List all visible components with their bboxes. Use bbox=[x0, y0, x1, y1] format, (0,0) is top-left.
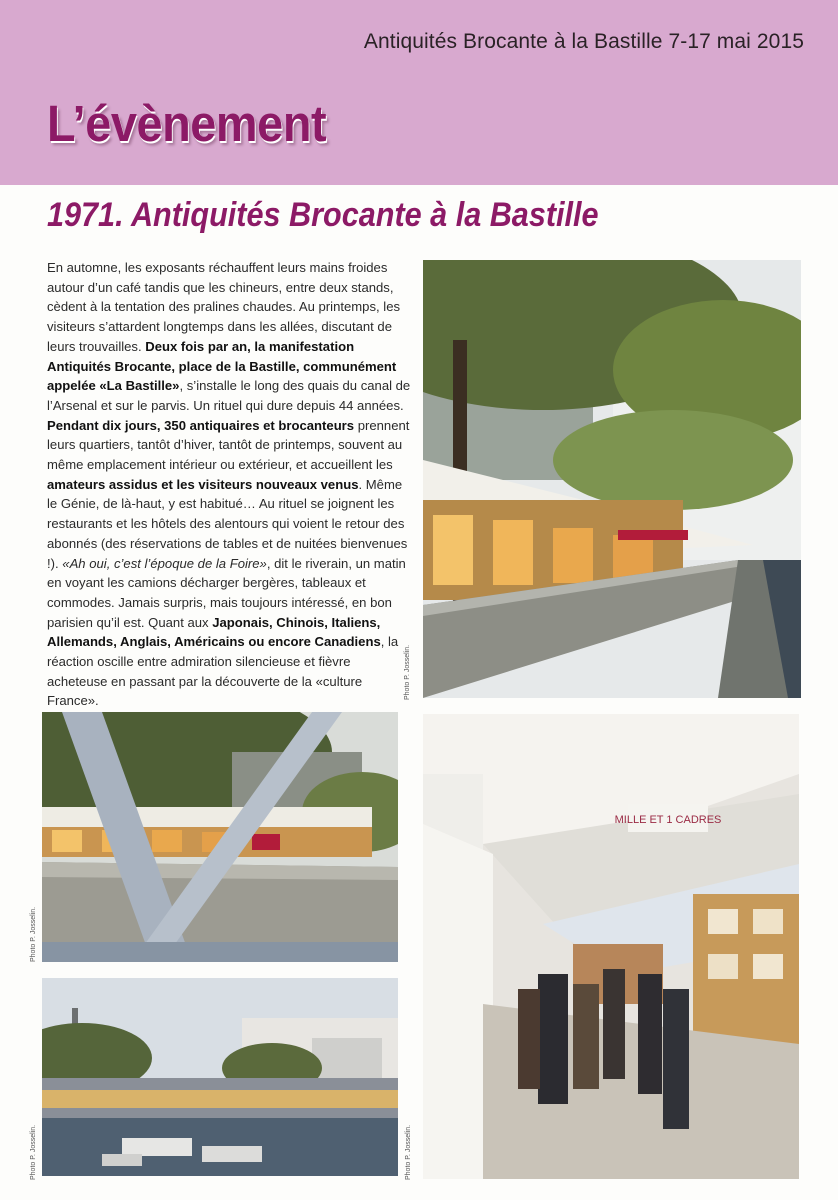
article-italic-run: «Ah oui, c’est l’époque de la Foire» bbox=[62, 555, 267, 571]
photo-metal-bridge bbox=[42, 712, 398, 962]
event-title: Antiquités Brocante à la Bastille 7-17 mai 2015 bbox=[363, 30, 804, 53]
tent-sign-text: MILLE ET 1 CADRES bbox=[614, 814, 722, 826]
article-text-run: , dit le riverain, un matin en voyant les camions décharger bergères, tableaux et commodes. Jamais surpris, mais toujours intéressé, en bon parisien qu’il est. Quant aux bbox=[47, 555, 406, 630]
article-paragraph bbox=[47, 258, 412, 711]
opera-quay-illustration bbox=[42, 978, 398, 1176]
article-body bbox=[47, 258, 412, 711]
article-text-run: , la réaction oscille entre admiration silencieuse et fièvre acheteuse en passant par la découverte de la «culture France». bbox=[47, 634, 399, 709]
photo-tent-interior bbox=[423, 714, 799, 1179]
tent-interior-illustration bbox=[423, 714, 799, 1179]
photo-credit: Photo P. Josselin. bbox=[30, 906, 37, 962]
article-bold-run: Pendant dix jours, 350 antiquaires et brocanteurs bbox=[47, 417, 355, 433]
section-title: L’évènement bbox=[47, 95, 327, 152]
article-text-run: En automne, les exposants réchauffent leurs mains froides autour d’un café tandis que les chineurs, entre deux stands, cèdent à la tentation des pralines chaudes. Au printemps, les visiteurs s’attardent longtemps dans les allées, discutant de leurs trouvailles. bbox=[47, 260, 401, 354]
article-text-run: . Même le Génie, de là-haut, y est habitué… Au rituel se joignent les restaurants et les hôtels des alentours qui voient le retour des abonnés (des réservations de tables et de nuitées bienvenues !). bbox=[47, 476, 408, 571]
photo-credit: Photo P. Josselin. bbox=[30, 1124, 37, 1180]
article-bold-run: Deux fois par an, la manifestation Antiquités Brocante, place de la Bastille, communément appelée «La Bastille» bbox=[47, 338, 397, 394]
header-band bbox=[0, 0, 838, 185]
photo-credit: Photo P. Josselin. bbox=[404, 644, 411, 700]
canal-stalls-illustration bbox=[423, 260, 801, 698]
metal-bridge-illustration bbox=[42, 712, 398, 962]
photo-canal-stalls bbox=[423, 260, 801, 698]
article-text-run: , s’installe le long des quais du canal de l’Arsenal et sur le parvis. Un rituel qui dure depuis 44 années. bbox=[47, 378, 411, 413]
photo-opera-quay bbox=[42, 978, 398, 1176]
article-text-run: prennent leurs quartiers, tantôt d’hiver, tantôt de printemps, souvent au même emplacement intérieur ou extérieur, et accueillent les bbox=[47, 417, 410, 473]
article-bold-run: Japonais, Chinois, Italiens, Allemands, Anglais, Américains ou encore Canadiens bbox=[47, 614, 381, 650]
photo-credit: Photo P. Josselin. bbox=[405, 1124, 412, 1180]
article-bold-run: amateurs assidus et les visiteurs nouveaux venus bbox=[47, 476, 359, 492]
article-headline: 1971. Antiquités Brocante à la Bastille bbox=[47, 196, 599, 234]
